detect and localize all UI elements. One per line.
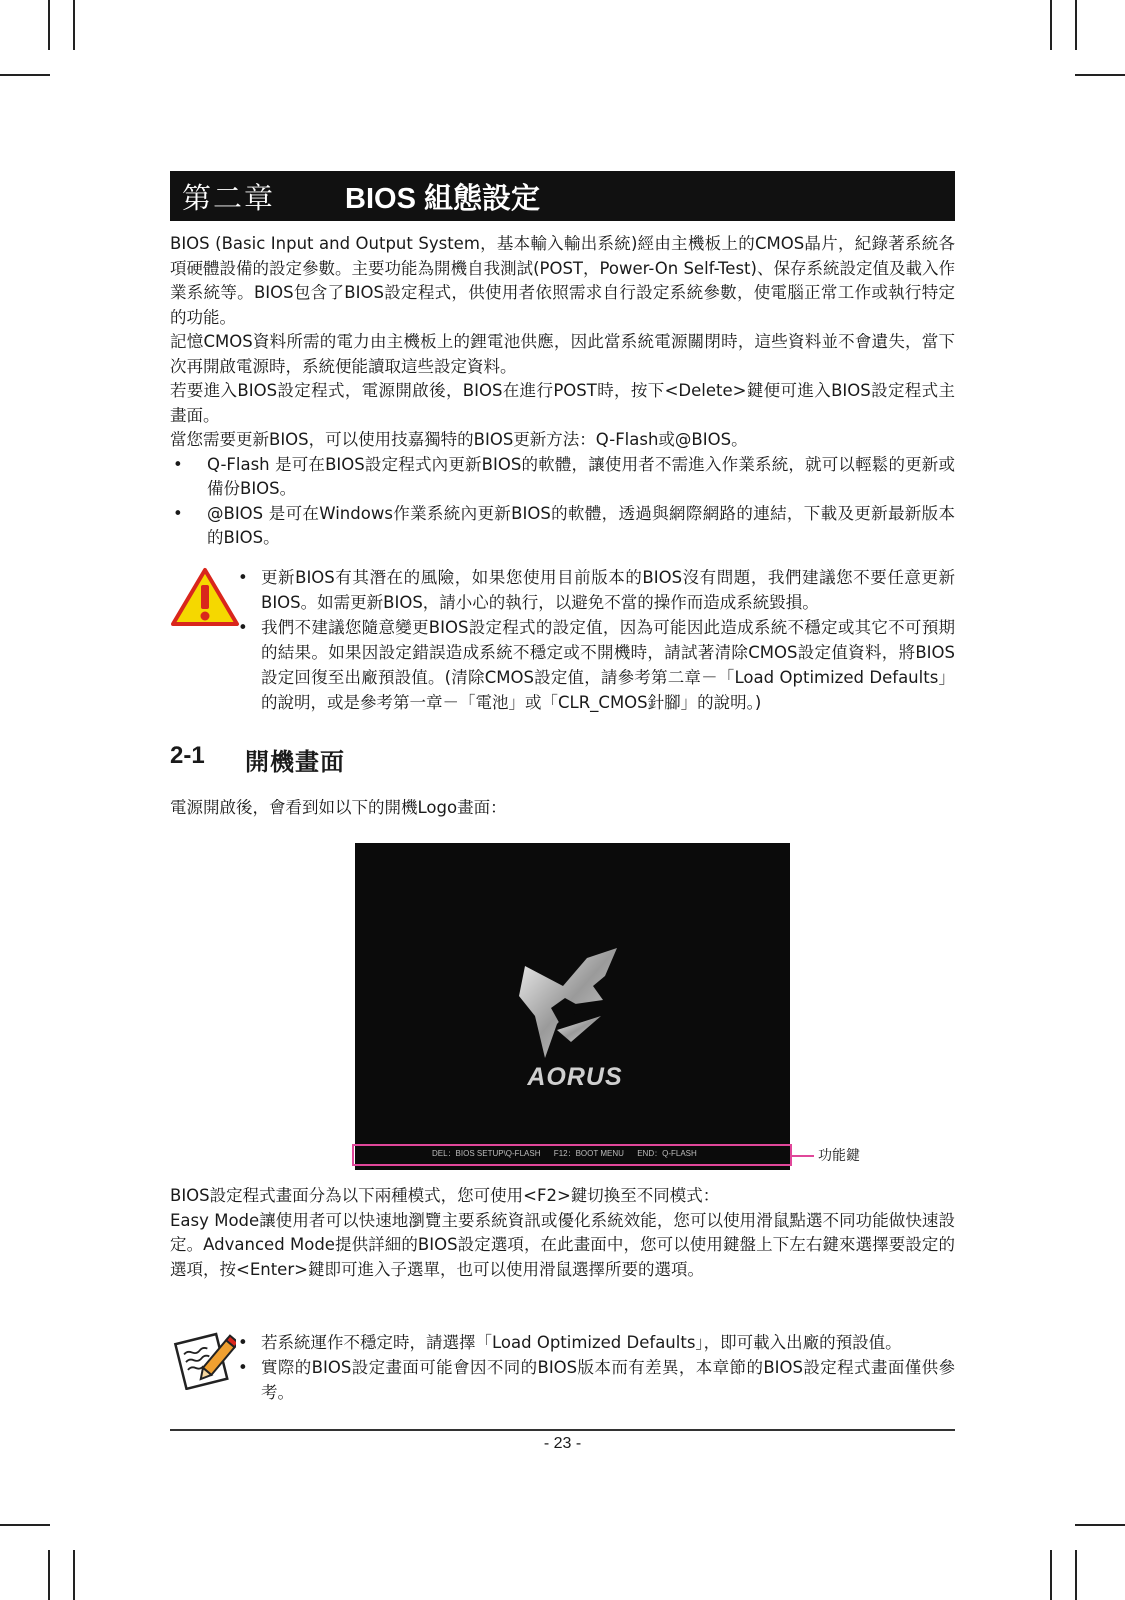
list-item: • 實際的BIOS設定畫面可能會因不同的BIOS版本而有差異，本章節的BIOS設定程式畫面僅供參考。 xyxy=(236,1355,955,1405)
body-paragraph: Easy Mode讓使用者可以快速地瀏覽主要系統資訊或優化系統效能，您可以使用滑鼠點選不同功能做快速設定。Advanced Mode提供詳細的BIOS設定選項，在此畫面中，您可以使用鍵盤上下左右鍵來選擇要設定的選項，按<Enter>鍵即可進入子選單，也可以使用滑鼠選擇所要的選項。 xyxy=(170,1210,955,1279)
update-methods-list xyxy=(170,453,955,551)
crop-mark xyxy=(73,0,75,50)
section-title: 開機畫面 xyxy=(245,747,345,776)
body-paragraph: BIOS設定程式畫面分為以下兩種模式，您可使用<F2>鍵切換至不同模式： xyxy=(170,1186,720,1205)
section-number: 2-1 xyxy=(170,742,205,769)
crop-mark xyxy=(48,0,50,50)
hotkey-bar: DEL：BIOS SETUP\Q-FLASH F12：BOOT MENU END：Q-FLASH xyxy=(432,1149,697,1158)
intro-paragraph: BIOS (Basic Input and Output System，基本輸入輸出系統)經由主機板上的CMOS晶片，紀錄著系統各項硬體設備的設定參數。主要功能為開機自我測試(POST，Power-On Self-Test)、保存系統設定值及載入作業系統等。BIOS包含了BIOS設定程式，供使用者依照需求自行設定系統參數，使電腦正常工作或執行特定的功能。 xyxy=(170,234,955,327)
intro-paragraph: 當您需要更新BIOS，可以使用技嘉獨特的BIOS更新方法：Q-Flash或@BIOS。 xyxy=(170,430,748,449)
warning-icon xyxy=(170,567,240,627)
crop-mark xyxy=(1075,74,1125,76)
page-number: - 23 - xyxy=(543,1435,582,1452)
chapter-title: BIOS 組態設定 xyxy=(345,182,540,215)
crop-mark xyxy=(1050,0,1052,50)
list-item: • 我們不建議您隨意變更BIOS設定程式的設定值，因為可能因此造成系統不穩定或其它不可預期的結果。如果因設定錯誤造成系統不穩定或不開機時，請試著清除CMOS設定值資料，將BIOS設定回復至出廠預設值。(清除CMOS設定值，請參考第二章－「Load Optimized Defaults」的說明，或是參考第一章－「電池」或「CLR_CMOS針腳」的說明。) xyxy=(236,615,955,715)
crop-mark xyxy=(1075,1550,1077,1600)
crop-mark xyxy=(1050,1550,1052,1600)
chapter-header xyxy=(170,171,955,221)
crop-mark xyxy=(48,1550,50,1600)
note-pencil-icon xyxy=(170,1330,236,1390)
section-intro: 電源開啟後，會看到如以下的開機Logo畫面： xyxy=(170,798,507,817)
mode-description xyxy=(170,1184,955,1282)
chapter-label: 第二章 xyxy=(182,180,276,215)
footer-divider xyxy=(170,1429,955,1431)
list-item: • @BIOS 是可在Windows作業系統內更新BIOS的軟體，透過與網際網路的連結，下載及更新最新版本的BIOS。 xyxy=(170,502,955,551)
brand-wordmark: AORUS xyxy=(527,1063,623,1091)
section-heading xyxy=(170,742,345,777)
list-item: • 更新BIOS有其潛在的風險，如果您使用目前版本的BIOS沒有問題，我們建議您不要任意更新BIOS。如需更新BIOS，請小心的執行，以避免不當的操作而造成系統毀損。 xyxy=(236,565,955,615)
crop-mark xyxy=(1075,0,1077,50)
list-item: • Q-Flash 是可在BIOS設定程式內更新BIOS的軟體，讓使用者不需進入作業系統，就可以輕鬆的更新或備份BIOS。 xyxy=(170,453,955,502)
boot-screen-image xyxy=(355,843,790,1170)
callout-label: 功能鍵 xyxy=(818,1148,860,1164)
crop-mark xyxy=(0,1524,50,1526)
intro-text xyxy=(170,232,955,551)
intro-paragraph: 若要進入BIOS設定程式，電源開啟後，BIOS在進行POST時，按下<Delete>鍵便可進入BIOS設定程式主畫面。 xyxy=(170,381,955,425)
crop-mark xyxy=(73,1550,75,1600)
crop-mark xyxy=(0,74,50,76)
caution-list xyxy=(236,565,955,715)
note-list xyxy=(236,1330,955,1405)
intro-paragraph: 記憶CMOS資料所需的電力由主機板上的鋰電池供應，因此當系統電源關閉時，這些資料並不會遺失，當下次再開啟電源時，系統便能讀取這些設定資料。 xyxy=(170,332,955,376)
crop-mark xyxy=(1075,1524,1125,1526)
aorus-eagle-logo xyxy=(505,938,635,1068)
callout-line xyxy=(792,1155,814,1157)
list-item: • 若系統運作不穩定時，請選擇「Load Optimized Defaults」，即可載入出廠的預設值。 xyxy=(236,1330,955,1355)
